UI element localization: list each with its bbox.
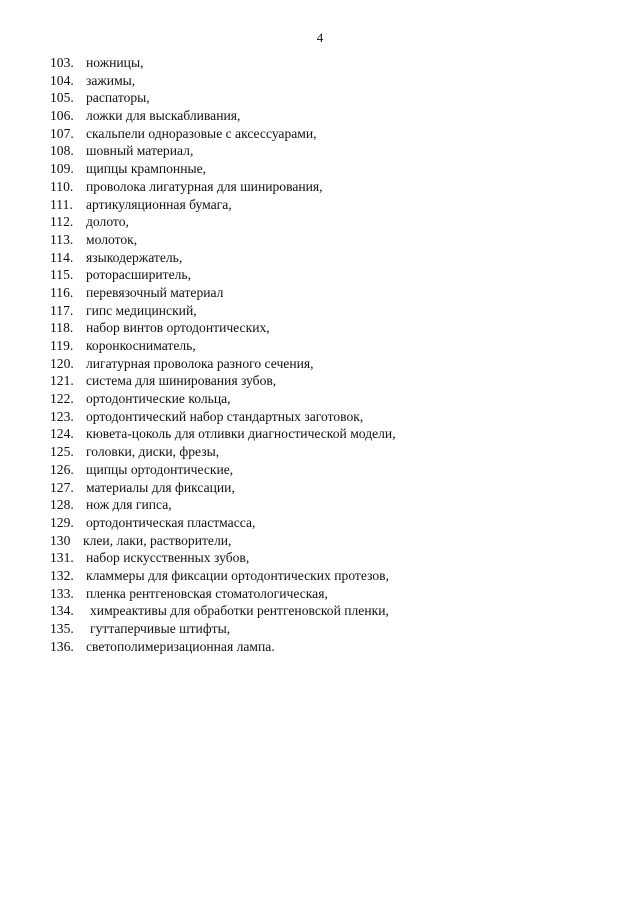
list-item-text: кювета-цоколь для отливки диагностической модели, [86,426,396,442]
list-item-number: 104. [50,72,74,88]
list-item [50,266,610,284]
list-item [50,302,610,320]
list-item [50,54,610,72]
list-item-number: 124. [50,426,74,442]
list-item-text: ложки для выскабливания, [86,108,241,124]
list-item-number: 103. [50,55,74,70]
list-item [50,249,610,267]
list-item-number: 117. [50,302,74,318]
list-item-text: ортодонтический набор стандартных заготовок, [86,408,364,424]
list-item-number: 105. [50,90,74,106]
list-item-number: 118. [50,320,74,336]
list-item-text: ортодонтические кольца, [86,391,231,407]
list-item-text: зажимы, [86,72,136,88]
list-item [50,372,610,390]
list-item-text: артикуляционная бумага, [86,196,232,212]
list-item-text: пленка рентгеновская стоматологическая, [86,585,328,601]
equipment-list [50,54,610,655]
list-item [50,425,610,443]
list-item-text: гуттаперчивые штифты, [90,621,231,636]
list-item [50,532,610,550]
list-item-number: 108. [50,143,74,159]
list-item-number: 131. [50,550,74,566]
list-item-text: гипс медицинский, [86,302,197,318]
list-item-number: 116. [50,284,74,300]
list-item-number: 107. [50,125,74,141]
list-item [50,337,610,355]
list-item-number: 115. [50,267,74,283]
list-item-text: нож для гипса, [86,497,172,513]
list-item-text: шовный материал, [86,143,194,159]
list-item-text: материалы для фиксации, [86,479,235,495]
list-item-number: 111. [50,196,73,212]
list-item-number: 110. [50,178,74,194]
list-item-text: светополимеризационная лампа. [86,638,275,654]
list-item [50,496,610,514]
list-item-number: 120. [50,355,74,371]
list-item-text: языкодержатель, [86,249,183,265]
list-item-number: 119. [50,338,74,353]
list-item [50,514,610,532]
list-item-number: 132. [50,567,74,583]
list-item-number: 109. [50,161,74,177]
list-item-number: 128. [50,497,74,513]
list-item-number: 135. [50,621,74,636]
list-item [50,284,610,302]
list-item-text: щипцы ортодонтические, [86,461,234,477]
list-item-text: кламмеры для фиксации ортодонтических протезов, [86,567,389,583]
list-item-text: клеи, лаки, растворители, [83,532,232,548]
list-item-text: химреактивы для обработки рентгеновской пленки, [90,603,389,619]
list-item [50,355,610,373]
list-item [50,408,610,426]
list-item [50,160,610,178]
list-item-text: проволока лигатурная для шинирования, [86,178,323,194]
list-item [50,479,610,497]
list-item [50,231,610,249]
list-item [50,585,610,603]
list-item-number: 126. [50,461,74,477]
list-item-number: 133. [50,585,74,601]
list-item [50,567,610,585]
list-item-text: роторасширитель, [86,267,192,283]
list-item [50,178,610,196]
list-item [50,549,610,567]
list-item-text: головки, диски, фрезы, [86,444,220,460]
list-item-number: 114. [50,249,74,265]
list-item-text: коронкосниматель, [86,338,196,353]
list-item-text: молоток, [86,231,138,247]
list-item-number: 106. [50,108,74,124]
list-item-number: 134. [50,603,74,619]
list-item-text: ножницы, [86,55,144,70]
list-item-number: 113. [50,231,74,247]
list-item-number: 123. [50,408,74,424]
list-item [50,620,610,638]
list-item-text: набор искусственных зубов, [86,550,250,566]
list-item-text: перевязочный материал [86,284,224,300]
list-item-text: долото, [86,214,129,230]
list-item [50,72,610,90]
list-item-text: набор винтов ортодонтических, [86,320,270,336]
list-item [50,638,610,656]
list-item-number: 136. [50,638,74,654]
list-item [50,125,610,143]
list-item-number: 112. [50,214,74,230]
list-item-text: скальпели одноразовые с аксессуарами, [86,125,317,141]
list-item [50,602,610,620]
list-item [50,196,610,214]
list-item [50,319,610,337]
list-item-text: распаторы, [86,90,150,106]
list-item-number: 121. [50,373,74,389]
page-number: 4 [316,30,324,45]
list-item [50,89,610,107]
list-item-text: система для шинирования зубов, [86,373,277,389]
list-item [50,461,610,479]
list-item-text: щипцы крампонные, [86,161,207,177]
list-item-number: 122. [50,391,74,407]
list-item [50,443,610,461]
list-item-text: ортодонтическая пластмасса, [86,514,256,530]
list-item-number: 125. [50,444,74,460]
list-item [50,107,610,125]
list-item [50,142,610,160]
list-item-text: лигатурная проволока разного сечения, [86,355,314,371]
list-item [50,213,610,231]
list-item-number: 127. [50,479,74,495]
list-item [50,390,610,408]
list-item-number: 130 [50,532,71,548]
list-item-number: 129. [50,514,74,530]
